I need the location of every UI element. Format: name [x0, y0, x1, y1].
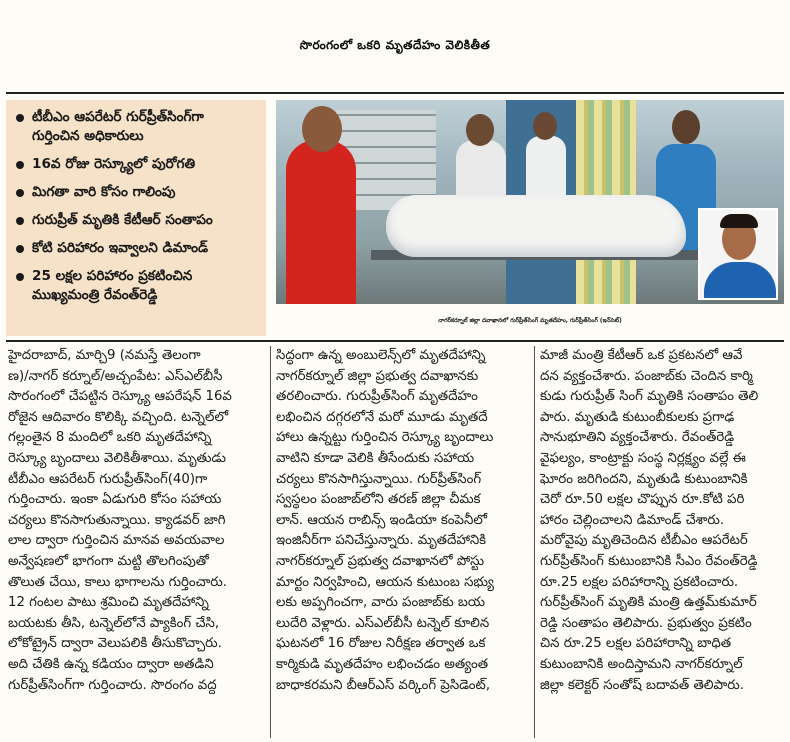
article-line: లాన్. ఆయన రాబిన్స్ ఇండియా కంపెనీలో	[276, 512, 488, 528]
article-line: అన్వేషణలో భాగంగా మట్టి తొలగింపుతో	[8, 553, 209, 569]
article-line: తొలుత చేయి, కాలు భాగాలను గుర్తించారు.	[8, 574, 228, 590]
article-line: మాజీ మంత్రి కేటీఆర్ ఒక ప్రకటనలో ఆవే	[540, 348, 743, 363]
highlight-text: గురుప్రీత్ మృతికి కేటీఆర్ సంతాపం	[32, 212, 213, 228]
column-divider	[534, 346, 535, 738]
highlight-text: మిగతా వారి కోసం గాలింపు	[32, 184, 176, 200]
article-line: నాగర్‌కర్నూల్ జిల్లా ప్రభుత్వ దవాఖానకు	[276, 368, 479, 384]
highlight-item	[12, 183, 260, 202]
highlight-text: టీబీఎం ఆపరేటర్ గుర్‌ప్రీత్‌సింగ్‌గా గుర్తించిన అధికారులు	[32, 109, 204, 144]
highlight-item	[12, 239, 260, 258]
article-line: సొరంగంలో చేపట్టిన రెస్క్యూ ఆపరేషన్ 16వ	[8, 389, 232, 405]
highlight-text: 25 లక్షల పరిహారం ప్రకటించిన ముఖ్యమంత్రి రేవంత్‌రెడ్డి	[32, 268, 193, 303]
article-line: మరోవైపు మృతిచెందిన టీబీఎం ఆపరేటర్	[540, 533, 748, 549]
article-line: కార్మికుడి మృతదేహం లభించడం అత్యంత	[276, 656, 489, 672]
inset-portrait	[698, 208, 778, 300]
article-line: టీబీఎం ఆపరేటర్ గురుప్రీత్‌సింగ్(40)గా	[8, 471, 208, 487]
article-line: దన వ్యక్తంచేశారు. పంజాబ్‌కు చెందిన కార్మి	[540, 368, 753, 384]
article-line: గుర్తించారు. ఇంకా ఏడుగురి కోసం సహాయ	[8, 492, 222, 508]
article-line: నాగర్‌కర్నూల్ ప్రభుత్వ దవాఖానలో పోస్టు	[276, 553, 485, 569]
article-line: సిద్ధంగా ఉన్న అంబులెన్స్‌లో మృతదేహాన్ని	[276, 348, 486, 363]
article-line: హారం చెల్లించాలని డిమాండ్ చేశారు.	[540, 512, 725, 528]
article-line: లభించిన దగ్గరలోనే మరో మూడు మృతదే	[276, 409, 488, 425]
article-line: అది చేతికి ఉన్న కడియం ద్వారా అతడిని	[8, 656, 214, 672]
article-line: రెస్క్యూ బృందాలు వెలికితీశాయి. మృతుడు	[8, 450, 226, 466]
article-line: స్వస్థలం పంజాబ్‌లోని తరణ్ జిల్లా చీమక	[276, 492, 481, 508]
article-line: హైదరాబాద్, మార్చి9 (నమస్తే తెలంగా	[8, 348, 201, 363]
news-photo	[276, 100, 784, 304]
bullet-icon	[16, 245, 24, 253]
article-line: చర్యలు కొనసాగిస్తున్నాయి. గుర్‌ప్రీత్‌సింగ్	[276, 471, 482, 487]
highlight-text: 16వ రోజు రెస్క్యూలో పురోగతి	[32, 156, 196, 172]
article-line: పారు. మృతుడి కుటుంబీకులకు ప్రగాఢ	[540, 409, 735, 425]
divider	[6, 92, 784, 94]
article-line: ణ)/నాగర్ కర్నూల్/అచ్చంపేట: ఎస్ఎల్‌బీసీ	[8, 368, 223, 384]
article-line: లకు అప్పగించగా, వారు పంజాబ్‌కు బయ	[276, 595, 485, 611]
highlight-item	[12, 211, 260, 230]
article-column-2	[276, 346, 530, 738]
bullet-icon	[16, 161, 24, 169]
bullet-icon	[16, 189, 24, 197]
article-line: వైఫల్యం, కాంట్రాక్టు సంస్థ నిర్లక్ష్యం వల్లే ఈ	[540, 450, 746, 466]
article-line: లుదేరి వెళ్లారు. ఎస్ఎల్‌బీసీ టన్నెల్ కూలిన	[276, 615, 490, 631]
article-line: హాలు ఉన్నట్టు గుర్తించిన రెస్క్యూ బృందాలు	[276, 430, 494, 446]
article-line: బయటకు తీసి, టన్నెల్‌లోనే ప్యాకింగ్ చేసి,	[8, 615, 220, 631]
article-line: చెరో రూ.50 లక్షల చొప్పున రూ.కోటి పరి	[540, 492, 745, 508]
article-line: వాటిని కూడా వెలికి తీసేందుకు సహాయ	[276, 450, 475, 466]
divider	[6, 340, 784, 342]
article-line: మార్టం నిర్వహించి, ఆయన కుటుంబ సభ్యు	[276, 574, 494, 590]
headline: సొరంగంలో ఒకరి మృతదేహం వెలికితీత	[299, 37, 491, 52]
article-column-3	[540, 346, 784, 738]
article-line: గుర్‌ప్రీత్‌సింగ్ మృతికి మంత్రి ఉత్తమ్‌కుమార్	[540, 595, 757, 611]
article-line: గల్లంతైన 8 మందిలో ఒకరి మృతదేహాన్ని	[8, 430, 212, 446]
highlight-text: కోటి పరిహారం ఇవ్వాలని డిమాండ్	[32, 240, 209, 256]
article-line: కుటుంబానికి అందిస్తామని నాగర్‌కర్నూల్	[540, 656, 743, 672]
highlights-box	[6, 100, 266, 336]
highlight-item	[12, 108, 260, 146]
article-line: లోకోట్రైన్ ద్వారా వెలుపలికి తీసుకొచ్చారు.	[8, 636, 222, 652]
article-line: గుర్‌ప్రీత్‌సింగ్‌గా గుర్తించారు. సొరంగం వద్ద	[8, 677, 217, 693]
article-column-1	[8, 346, 266, 738]
article-line: తరలించారు. గురుప్రీత్‌సింగ్ మృతదేహం	[276, 389, 478, 405]
highlight-item	[12, 267, 260, 305]
article-line: జిల్లా కలెక్టర్ సంతోష్ బదావత్ తెలిపారు.	[540, 677, 744, 693]
article-line: గుర్‌ప్రీత్‌సింగ్ కుటుంబానికి సీఎం రేవంత్‌రెడ్డి	[540, 553, 758, 569]
article-line: చర్యలు కొనసాగుతున్నాయి. క్యాడవర్ జాగి	[8, 512, 226, 528]
bullet-icon	[16, 273, 24, 281]
bullet-icon	[16, 217, 24, 225]
photo-caption: నాగర్‌కర్నూల్ జిల్లా దవాఖానలో గుర్‌ప్రీత్‌సింగ్ మృతదేహం, గుర్‌ప్రీత్‌సింగ్ (ఇన్‌సెట్)	[438, 318, 622, 324]
article-line: కుడు గురుప్రీత్ సింగ్ మృతికి సంతాపం తెలి	[540, 389, 759, 405]
article-line: రోజైన ఆదివారం కొలిక్కి వచ్చింది. టన్నెల్‌లో	[8, 409, 229, 425]
article-line: రూ.25 లక్షల పరిహారాన్ని ప్రకటించారు.	[540, 574, 739, 590]
bullet-icon	[16, 114, 24, 122]
article-line: ఘోరం జరిగిందని, మృతుడి కుటుంబానికి	[540, 471, 748, 487]
article-line: 12 గంటల పాటు శ్రమించి మృతదేహాన్ని	[8, 595, 209, 611]
highlight-item	[12, 155, 260, 174]
article-line: ఇంజినీర్‌గా పనిచేస్తున్నారు. మృతదేహానికి	[276, 533, 487, 549]
article-line: ఘటనలో 16 రోజుల నిరీక్షణ తర్వాత ఒక	[276, 636, 486, 652]
article-line: బాధాకరమని బీఆర్ఎస్ వర్కింగ్ ప్రెసిడెంట్,	[276, 677, 491, 693]
column-divider	[270, 346, 271, 738]
article-line: సానుభూతిని వ్యక్తంచేశారు. రేవంత్‌రెడ్డి	[540, 430, 735, 446]
article-line: లాల ద్వారా గుర్తించిన మానవ అవయవాల	[8, 533, 225, 549]
article-line: రెడ్డి సంతాపం తెలిపారు. ప్రభుత్వం ప్రకటిం	[540, 615, 752, 631]
article-line: చిన రూ.25 లక్షల పరిహారాన్ని బాధిత	[540, 636, 732, 652]
